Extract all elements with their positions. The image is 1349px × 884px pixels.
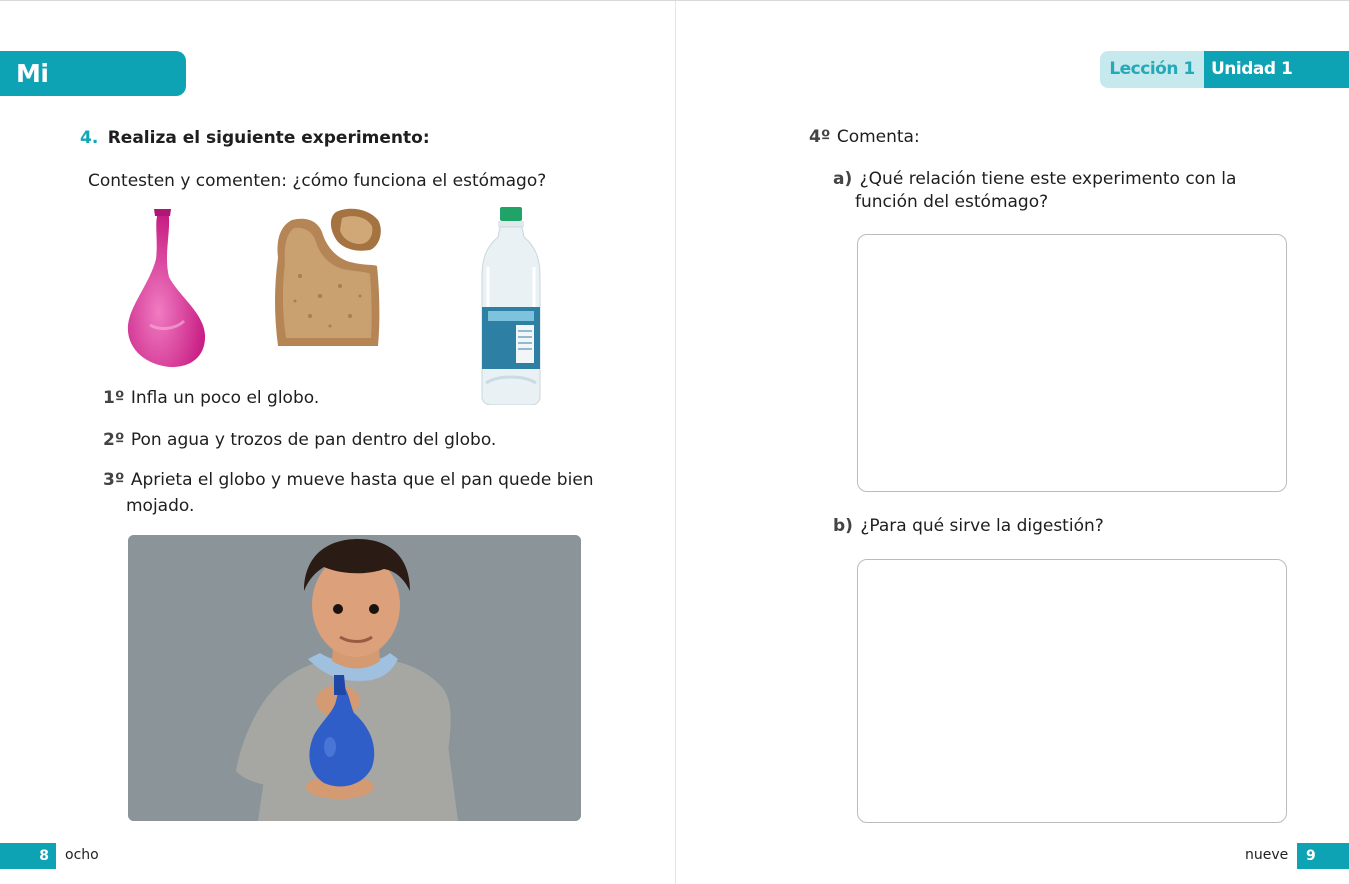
boy-balloon-photo bbox=[128, 535, 581, 821]
discussion-question: Contesten y comenten: ¿cómo funciona el estómago? bbox=[88, 171, 547, 191]
step-4-label: Comenta: bbox=[836, 127, 920, 147]
right-page-word: nueve bbox=[1245, 847, 1289, 863]
step-1-text: Infla un poco el globo. bbox=[130, 388, 320, 408]
pink-balloon-image bbox=[124, 207, 210, 369]
question-b-letter: b) bbox=[833, 516, 853, 536]
step-3 bbox=[103, 470, 594, 490]
step-3-text-continued: mojado. bbox=[126, 496, 195, 516]
question-a-text: ¿Qué relación tiene este experimento con la bbox=[859, 169, 1237, 189]
activity-heading bbox=[80, 128, 430, 148]
right-page-number: 9 bbox=[1297, 843, 1349, 869]
question-a-letter: a) bbox=[833, 169, 853, 189]
step-2-text: Pon agua y trozos de pan dentro del globo. bbox=[130, 430, 497, 450]
lesson-title: Mi estómago bbox=[0, 51, 186, 96]
step-3-text: Aprieta el globo y mueve hasta que el pan quede bien bbox=[130, 470, 594, 490]
left-page-number: 8 bbox=[0, 843, 56, 869]
step-4 bbox=[809, 127, 920, 147]
question-b bbox=[833, 516, 1104, 536]
question-a bbox=[833, 169, 1236, 189]
step-3-ordinal: 3º bbox=[103, 470, 125, 490]
activity-title: Realiza el siguiente experimento: bbox=[107, 128, 430, 148]
step-2-ordinal: 2º bbox=[103, 430, 125, 450]
bread-slice-image bbox=[270, 206, 385, 348]
activity-number: 4. bbox=[80, 128, 99, 148]
question-a-text-continued: función del estómago? bbox=[855, 192, 1049, 212]
step-2 bbox=[103, 430, 496, 450]
step-1-ordinal: 1º bbox=[103, 388, 125, 408]
step-4-ordinal: 4º bbox=[809, 127, 831, 147]
left-page-word: ocho bbox=[65, 847, 99, 863]
water-bottle-image bbox=[478, 207, 544, 405]
answer-box-b[interactable] bbox=[857, 559, 1287, 823]
step-1 bbox=[103, 388, 319, 408]
answer-box-a[interactable] bbox=[857, 234, 1287, 492]
unit-tab: Unidad 1 bbox=[1204, 51, 1349, 88]
page-gutter bbox=[675, 1, 676, 884]
question-b-text: ¿Para qué sirve la digestión? bbox=[860, 516, 1104, 536]
lesson-tab: Lección 1 bbox=[1100, 51, 1204, 88]
